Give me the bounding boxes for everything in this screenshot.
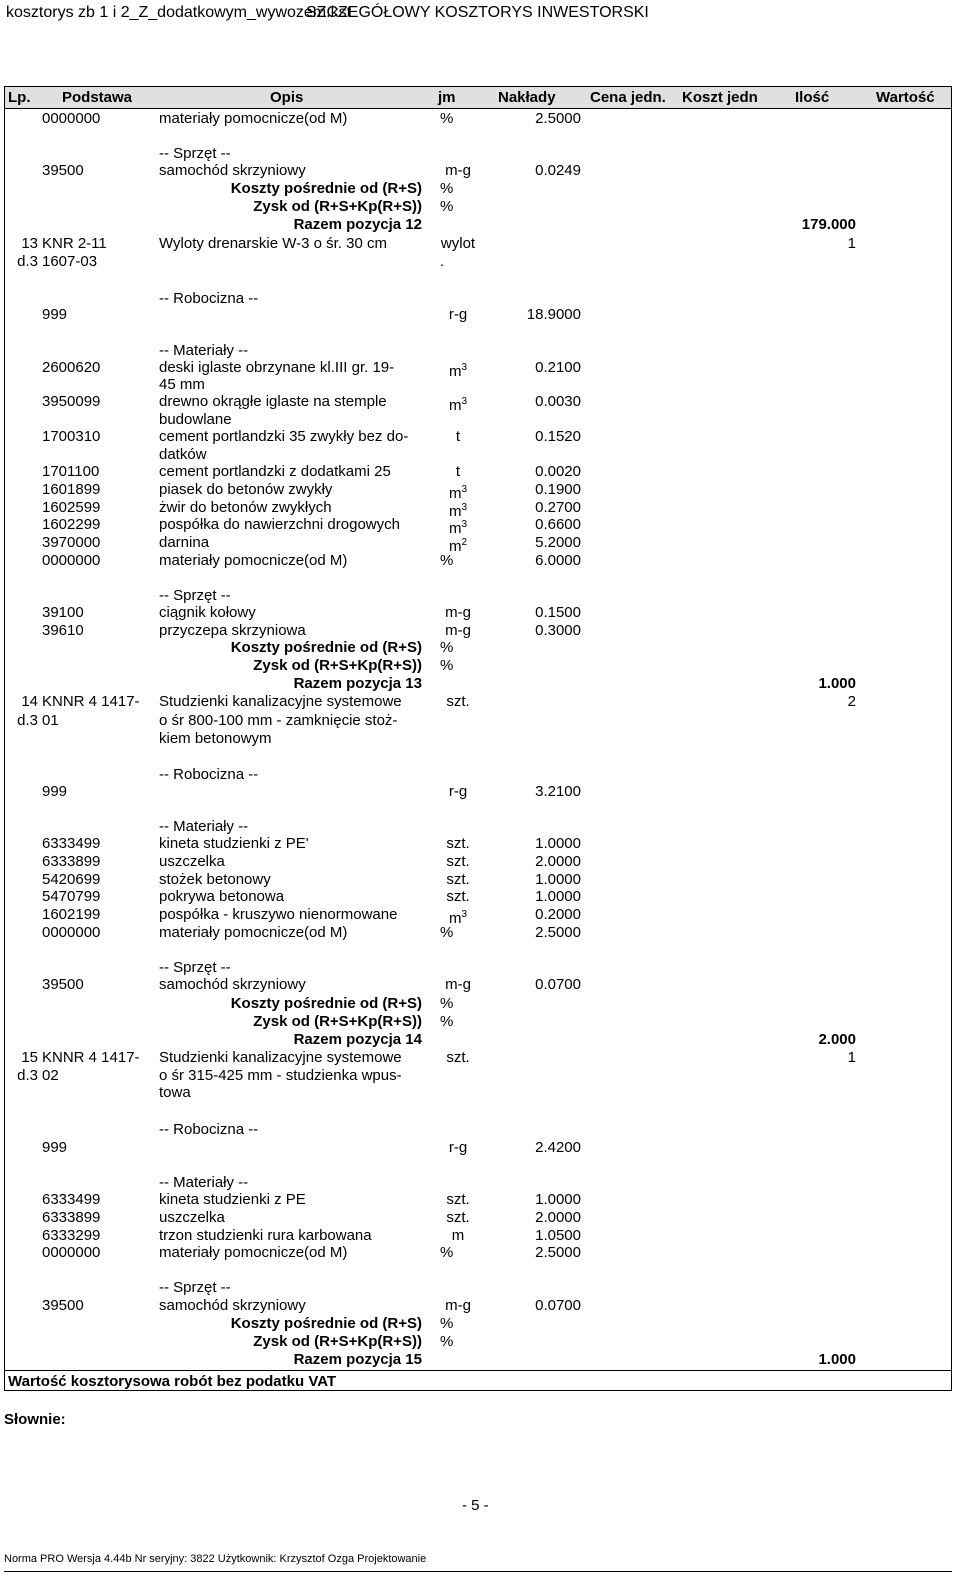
section-label: -- Sprzęt --	[159, 1279, 231, 1296]
norm-quantity: 5.2000	[535, 534, 581, 551]
unit: szt.	[446, 853, 470, 870]
norm-quantity: 0.1500	[535, 604, 581, 621]
quantity: 1.000	[818, 675, 856, 692]
unit: %	[440, 1315, 454, 1332]
section-label: -- Materiały --	[159, 818, 249, 835]
norm-quantity: 0.1520	[535, 428, 581, 445]
resource-code: 6333299	[42, 1227, 101, 1244]
basis-code: KNNR 4 1417-	[42, 693, 140, 710]
norm-quantity: 0.1900	[535, 481, 581, 498]
description: drewno okrągłe iglaste na stemple	[159, 393, 387, 410]
summary-label: Zysk od (R+S+Kp(R+S))	[253, 1333, 422, 1350]
description: trzon studzienki rura karbowana	[159, 1227, 372, 1244]
unit: %	[440, 639, 454, 656]
norm-quantity: 0.6600	[535, 516, 581, 533]
description: samochód skrzyniowy	[159, 1297, 306, 1314]
description: pospółka - kruszywo nienormowane	[159, 906, 398, 923]
norm-quantity: 2.5000	[535, 110, 581, 127]
description: kineta studzienki z PE'	[159, 835, 309, 852]
resource-code: 6333899	[42, 853, 101, 870]
description: darnina	[159, 534, 210, 551]
unit: m-g	[445, 1297, 471, 1314]
description: cement portlandzki z dodatkami 25	[159, 463, 391, 480]
norm-quantity: 2.0000	[535, 1209, 581, 1226]
unit: szt.	[446, 693, 470, 710]
resource-code: 1601899	[42, 481, 101, 498]
unit: .	[440, 253, 445, 270]
norm-quantity: 6.0000	[535, 552, 581, 569]
header-jm: jm	[438, 89, 456, 106]
unit: szt.	[446, 871, 470, 888]
document-title-right: SZCZEGÓŁOWY KOSZTORYS INWESTORSKI	[306, 4, 649, 21]
resource-code: 1602599	[42, 499, 101, 516]
unit: %	[440, 110, 454, 127]
description: kiem betonowym	[159, 730, 272, 747]
description: materiały pomocnicze(od M)	[159, 552, 348, 569]
header-opis: Opis	[270, 89, 304, 106]
quantity: 1.000	[818, 1351, 856, 1368]
unit: m	[451, 1227, 465, 1244]
position-number: d.3	[17, 253, 38, 270]
norm-quantity: 1.0000	[535, 835, 581, 852]
table-border-top	[4, 86, 952, 87]
section-label: -- Robocizna --	[159, 1121, 259, 1138]
description: 45 mm	[159, 376, 205, 393]
basis-code: 1607-03	[42, 253, 98, 270]
unit: szt.	[446, 888, 470, 905]
description: Studzienki kanalizacyjne systemowe	[159, 693, 402, 710]
footer-divider	[4, 1571, 952, 1572]
norm-quantity: 0.0249	[535, 162, 581, 179]
resource-code: 5420699	[42, 871, 101, 888]
unit: m-g	[445, 604, 471, 621]
description: o śr 800-100 mm - zamknięcie stoż-	[159, 712, 398, 729]
resource-code: 0000000	[42, 110, 101, 127]
unit: %	[440, 657, 454, 674]
unit: r-g	[448, 783, 468, 800]
norm-quantity: 0.0020	[535, 463, 581, 480]
section-label: -- Materiały --	[159, 1174, 249, 1191]
header-koszt-jedn: Koszt jedn	[682, 89, 758, 106]
position-number: 14	[21, 693, 38, 710]
document-title-left: kosztorys zb 1 i 2_Z_dodatkowym_wywozem.kst	[6, 4, 352, 21]
norm-quantity: 2.5000	[535, 924, 581, 941]
unit: %	[440, 924, 454, 941]
description: deski iglaste obrzynane kl.III gr. 19-	[159, 359, 395, 376]
resource-code: 0000000	[42, 1244, 101, 1261]
description: piasek do betonów zwykły	[159, 481, 333, 498]
unit: szt.	[446, 1049, 470, 1066]
description: pospółka do nawierzchni drogowych	[159, 516, 400, 533]
unit: %	[440, 1013, 454, 1030]
description: datków	[159, 446, 207, 463]
description: towa	[159, 1084, 191, 1101]
header-podstawa: Podstawa	[62, 89, 133, 106]
unit: $m^3$	[448, 502, 468, 520]
unit: szt.	[446, 1209, 470, 1226]
unit: m-g	[445, 162, 471, 179]
unit: t	[455, 428, 461, 445]
resource-code: 999	[42, 306, 68, 323]
resource-code: 39610	[42, 622, 84, 639]
description: przyczepa skrzyniowa	[159, 622, 306, 639]
summary-label: Razem pozycja 12	[293, 216, 422, 233]
norm-quantity: 18.9000	[526, 306, 581, 323]
quantity: 2	[847, 693, 856, 710]
norm-quantity: 0.2700	[535, 499, 581, 516]
summary-label: Koszty pośrednie od (R+S)	[230, 995, 422, 1012]
resource-code: 1602199	[42, 906, 101, 923]
position-number: 13	[21, 235, 38, 252]
norm-quantity: 0.2100	[535, 359, 581, 376]
resource-code: 6333899	[42, 1209, 101, 1226]
header-lp: Lp.	[8, 89, 31, 106]
summary-label: Zysk od (R+S+Kp(R+S))	[253, 1013, 422, 1030]
unit: $m^3$	[448, 519, 468, 537]
section-label: -- Sprzęt --	[159, 959, 231, 976]
unit: %	[440, 1244, 454, 1261]
unit: r-g	[448, 1139, 468, 1156]
summary-label: Koszty pośrednie od (R+S)	[230, 180, 422, 197]
resource-code: 39500	[42, 976, 84, 993]
description: ciągnik kołowy	[159, 604, 256, 621]
basis-code: 02	[42, 1067, 59, 1084]
position-number: 15	[21, 1049, 38, 1066]
unit: m-g	[445, 976, 471, 993]
page-number: - 5 -	[462, 1497, 489, 1514]
resource-code: 999	[42, 783, 68, 800]
unit: %	[440, 180, 454, 197]
header-ilosc: Ilość	[795, 89, 830, 106]
summary-label: Zysk od (R+S+Kp(R+S))	[253, 198, 422, 215]
unit: $m^3$	[448, 909, 468, 927]
software-footer: Norma PRO Wersja 4.44b Nr seryjny: 3822 Użytkownik: Krzysztof Ozga Projektowanie	[4, 1553, 427, 1565]
header-wartosc: Wartość	[876, 89, 935, 106]
resource-code: 6333499	[42, 1191, 101, 1208]
section-label: -- Sprzęt --	[159, 587, 231, 604]
section-label: -- Materiały --	[159, 342, 249, 359]
norm-quantity: 0.0700	[535, 1297, 581, 1314]
unit: r-g	[448, 306, 468, 323]
description: uszczelka	[159, 1209, 225, 1226]
description: o śr 315-425 mm - studzienka wpus-	[159, 1067, 402, 1084]
norm-quantity: 0.0030	[535, 393, 581, 410]
unit: szt.	[446, 835, 470, 852]
description: pokrywa betonowa	[159, 888, 285, 905]
description: materiały pomocnicze(od M)	[159, 110, 348, 127]
norm-quantity: 2.0000	[535, 853, 581, 870]
basis-code: KNNR 4 1417-	[42, 1049, 140, 1066]
summary-label: Koszty pośrednie od (R+S)	[230, 639, 422, 656]
position-number: d.3	[17, 1067, 38, 1084]
resource-code: 0000000	[42, 924, 101, 941]
unit: m-g	[445, 622, 471, 639]
unit: %	[440, 552, 454, 569]
table-header-border	[4, 108, 952, 109]
resource-code: 5470799	[42, 888, 101, 905]
description: materiały pomocnicze(od M)	[159, 1244, 348, 1261]
norm-quantity: 1.0000	[535, 1191, 581, 1208]
resource-code: 999	[42, 1139, 68, 1156]
norm-quantity: 0.3000	[535, 622, 581, 639]
unit: %	[440, 198, 454, 215]
unit: %	[440, 1333, 454, 1350]
unit: $m^3$	[448, 396, 468, 414]
unit: t	[455, 463, 461, 480]
header-cena-jedn: Cena jedn.	[590, 89, 666, 106]
description: uszczelka	[159, 853, 225, 870]
resource-code: 1700310	[42, 428, 101, 445]
norm-quantity: 1.0500	[535, 1227, 581, 1244]
quantity: 2.000	[818, 1031, 856, 1048]
description: budowlane	[159, 411, 232, 428]
description: kineta studzienki z PE	[159, 1191, 306, 1208]
amount-in-words-label: Słownie:	[4, 1411, 66, 1428]
unit: szt.	[446, 1191, 470, 1208]
section-label: -- Sprzęt --	[159, 145, 231, 162]
norm-quantity: 0.2000	[535, 906, 581, 923]
resource-code: 39500	[42, 162, 84, 179]
table-border-bottom	[4, 1390, 952, 1391]
description: żwir do betonów zwykłych	[159, 499, 332, 516]
section-label: -- Robocizna --	[159, 290, 259, 307]
summary-label: Razem pozycja 13	[293, 675, 422, 692]
resource-code: 1602299	[42, 516, 101, 533]
summary-label: Razem pozycja 14	[293, 1031, 422, 1048]
norm-quantity: 0.0700	[535, 976, 581, 993]
norm-quantity: 2.4200	[535, 1139, 581, 1156]
quantity: 1	[847, 235, 856, 252]
description: cement portlandzki 35 zwykły bez do-	[159, 428, 409, 445]
norm-quantity: 1.0000	[535, 871, 581, 888]
quantity: 179.000	[801, 216, 856, 233]
description: samochód skrzyniowy	[159, 162, 306, 179]
unit: wylot	[440, 235, 476, 252]
description: Wyloty drenarskie W-3 o śr. 30 cm	[159, 235, 387, 252]
summary-label: Koszty pośrednie od (R+S)	[230, 1315, 422, 1332]
description: Studzienki kanalizacyjne systemowe	[159, 1049, 402, 1066]
norm-quantity: 2.5000	[535, 1244, 581, 1261]
unit: $m^2$	[448, 537, 468, 555]
norm-quantity: 3.2100	[535, 783, 581, 800]
description: stożek betonowy	[159, 871, 271, 888]
summary-label: Razem pozycja 15	[293, 1351, 422, 1368]
description: materiały pomocnicze(od M)	[159, 924, 348, 941]
table-border-right	[951, 86, 952, 1390]
basis-code: KNR 2-11	[42, 235, 107, 252]
unit: $m^3$	[448, 362, 468, 380]
summary-label: Zysk od (R+S+Kp(R+S))	[253, 657, 422, 674]
table-border-left	[4, 86, 5, 1390]
table-total-border	[4, 1370, 952, 1371]
basis-code: 01	[42, 712, 59, 729]
resource-code: 39500	[42, 1297, 84, 1314]
norm-quantity: 1.0000	[535, 888, 581, 905]
resource-code: 3970000	[42, 534, 101, 551]
resource-code: 1701100	[42, 463, 100, 480]
position-number: d.3	[17, 712, 38, 729]
unit: $m^3$	[448, 484, 468, 502]
resource-code: 0000000	[42, 552, 101, 569]
resource-code: 3950099	[42, 393, 101, 410]
total-value-label: Wartość kosztorysowa robót bez podatku VAT	[8, 1373, 337, 1390]
quantity: 1	[847, 1049, 856, 1066]
resource-code: 39100	[42, 604, 84, 621]
resource-code: 6333499	[42, 835, 101, 852]
section-label: -- Robocizna --	[159, 766, 259, 783]
resource-code: 2600620	[42, 359, 101, 376]
header-naklady: Nakłady	[498, 89, 556, 106]
description: samochód skrzyniowy	[159, 976, 306, 993]
unit: %	[440, 995, 454, 1012]
